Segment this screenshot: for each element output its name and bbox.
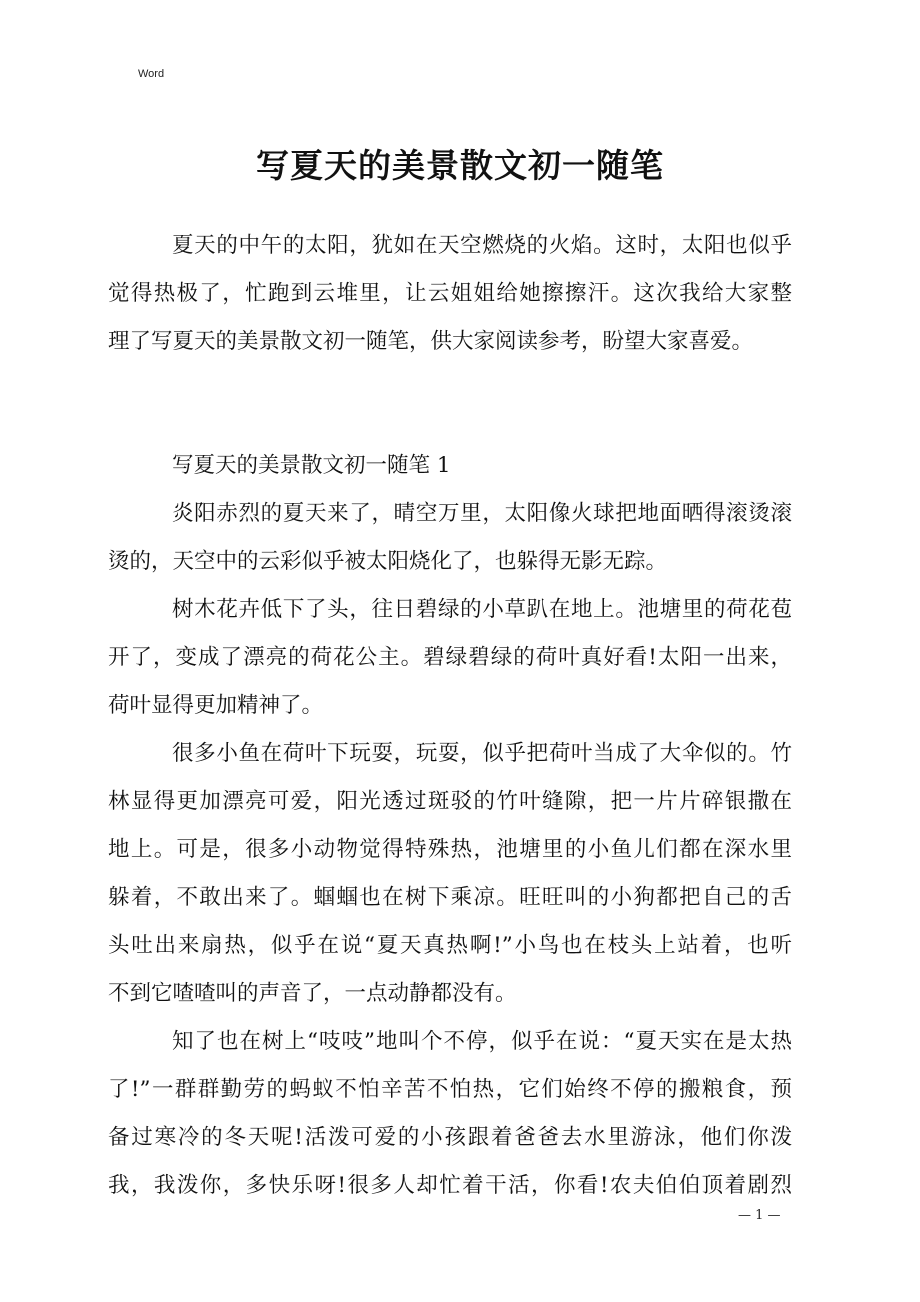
body-paragraph <box>108 1022 792 1214</box>
text-line: 地上。可是，很多小动物觉得特殊热，池塘里的小鱼儿们都在深水里 <box>108 837 792 862</box>
text-line: 很多小鱼在荷叶下玩耍，玩耍，似乎把荷叶当成了大伞似的。竹 <box>172 741 792 766</box>
section-heading: 写夏天的美景散文初一随笔 1 <box>172 453 451 478</box>
text-line: 了!”一群群勤劳的蚂蚁不怕辛苦不怕热，它们始终不停的搬粮食，预 <box>108 1077 792 1102</box>
text-line: 知了也在树上“吱吱”地叫个不停，似乎在说：“夏天实在是太热 <box>172 1029 792 1054</box>
intro-paragraph <box>108 226 792 370</box>
text-line: 夏天的中午的太阳，犹如在天空燃烧的火焰。这时，太阳也似乎 <box>172 233 792 258</box>
text-line: 开了，变成了漂亮的荷花公主。碧绿碧绿的荷叶真好看!太阳一出来， <box>108 645 792 670</box>
text-line: 树木花卉低下了头，往日碧绿的小草趴在地上。池塘里的荷花苞 <box>172 597 792 622</box>
body-paragraph <box>108 494 792 590</box>
page-number: — 1 — <box>738 1208 781 1223</box>
text-line: 躲着，不敢出来了。蝈蝈也在树下乘凉。旺旺叫的小狗都把自己的舌 <box>108 885 792 910</box>
text-line: 不到它喳喳叫的声音了，一点动静都没有。 <box>108 981 517 1006</box>
text-line: 理了写夏天的美景散文初一随笔，供大家阅读参考，盼望大家喜爱。 <box>108 329 754 354</box>
body-paragraph <box>108 590 792 734</box>
text-line: 荷叶显得更加精神了。 <box>108 693 324 718</box>
text-line: 炎阳赤烈的夏天来了，晴空万里，太阳像火球把地面晒得滚烫滚 <box>172 501 792 526</box>
text-line: 备过寒冷的冬天呢!活泼可爱的小孩跟着爸爸去水里游泳，他们你泼 <box>108 1125 792 1150</box>
text-line: 觉得热极了，忙跑到云堆里，让云姐姐给她擦擦汗。这次我给大家整 <box>108 281 792 306</box>
body-paragraph <box>108 734 792 1022</box>
text-line: 我，我泼你，多快乐呀!很多人却忙着干活，你看!农夫伯伯顶着剧烈 <box>108 1173 792 1198</box>
text-line: 林显得更加漂亮可爱，阳光透过斑驳的竹叶缝隙，把一片片碎银撒在 <box>108 789 792 814</box>
document-body <box>108 226 792 1214</box>
text-line: 头吐出来扇热，似乎在说“夏天真热啊!”小鸟也在枝头上站着，也听 <box>108 933 792 958</box>
document-title: 写夏天的美景散文初一随笔 <box>256 146 664 185</box>
text-line: 烫的，天空中的云彩似乎被太阳烧化了，也躲得无影无踪。 <box>108 549 668 574</box>
document-header: Word <box>138 68 165 80</box>
